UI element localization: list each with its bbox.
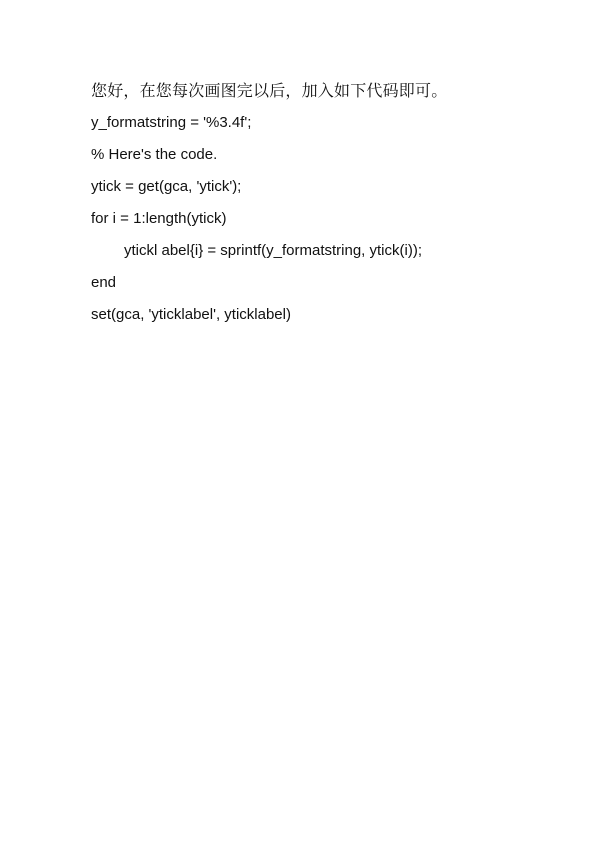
document-body	[91, 79, 571, 335]
code-line-for-loop: for i = 1:length(ytick)	[91, 210, 227, 227]
code-line-comment: % Here's the code.	[91, 146, 218, 163]
code-line-format-string: y_formatstring = '%3.4f';	[91, 114, 252, 131]
code-line-loop-body: ytickl abel{i} = sprintf(y_formatstring, ytick(i));	[124, 242, 423, 259]
code-line-get-ytick: ytick = get(gca, 'ytick');	[91, 178, 242, 195]
code-line-end: end	[91, 274, 117, 291]
code-line-set-yticklabel: set(gca, 'yticklabel', yticklabel)	[91, 306, 291, 323]
intro-text: 您好，在您每次画图完以后，加入如下代码即可。	[91, 81, 448, 100]
